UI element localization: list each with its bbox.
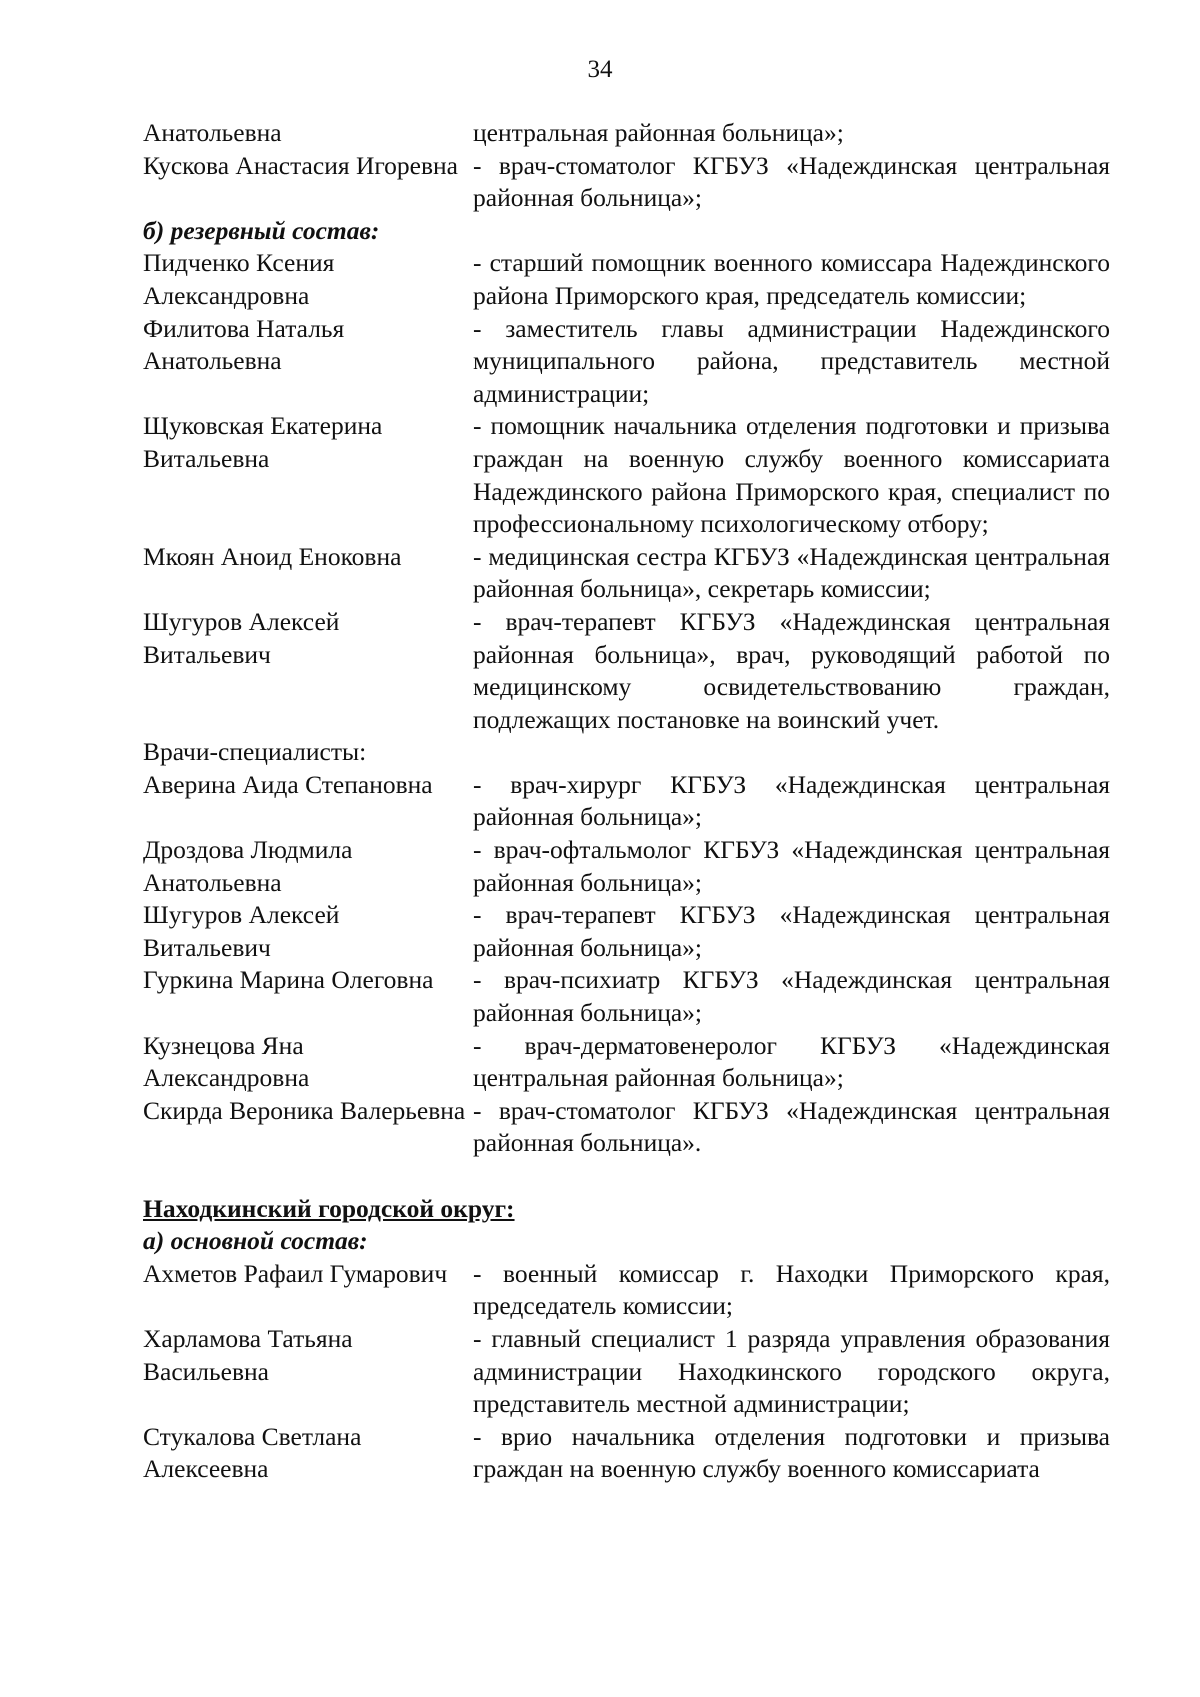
member-row — [143, 834, 1110, 899]
member-role: - врач-психиатр КГБУЗ «Надеждинская центральная районная больница»; — [473, 965, 1110, 1028]
specialists-label: Врачи-специалисты: — [143, 737, 367, 767]
member-name: Дроздова Людмила Анатольевна — [143, 835, 353, 897]
member-name: Кузнецова Яна Александровна — [143, 1030, 310, 1093]
district-title: Находкинский городской округ: — [143, 1193, 515, 1223]
member-name: Харламова Татьяна Васильевна — [143, 1323, 353, 1386]
member-role: - заместитель главы администрации Надеждинского муниципального района, представитель местной администрации; — [473, 313, 1110, 408]
member-name: Щуковская Екатерина Витальевна — [143, 411, 383, 473]
member-name: Скирда Вероника Валерьевна — [143, 1095, 466, 1125]
member-name: Пидченко Ксения Александровна — [143, 248, 335, 310]
member-name: Аверина Аида Степановна — [143, 769, 433, 799]
member-row — [143, 247, 1110, 312]
member-role: - врач-терапевт КГБУЗ «Надеждинская центральная районная больница», врач, руководящий работой по медицинскому освидетельствованию граждан, подлежащих постановке на воинский учет. — [473, 606, 1110, 734]
member-row — [143, 150, 1110, 215]
member-row — [143, 769, 1110, 834]
member-row — [143, 899, 1110, 964]
member-role: - врач-офтальмолог КГБУЗ «Надеждинская центральная районная больница»; — [473, 835, 1110, 897]
member-row — [143, 313, 1110, 411]
member-row — [143, 410, 1110, 540]
member-row — [143, 1030, 1110, 1095]
member-row — [143, 117, 1110, 150]
member-row — [143, 1258, 1110, 1323]
member-row — [143, 541, 1110, 606]
member-name: Стукалова Светлана Алексеевна — [143, 1421, 362, 1484]
member-name: Филитова Наталья Анатольевна — [143, 313, 345, 376]
member-name: Шугуров Алексей Витальевич — [143, 900, 340, 962]
member-name: Анатольевна — [143, 118, 282, 147]
member-row — [143, 606, 1110, 736]
member-row — [143, 1421, 1110, 1486]
member-name: Гуркина Марина Олеговна — [143, 965, 434, 995]
member-name: Кускова Анастасия Игоревна — [143, 150, 459, 180]
member-role: - главный специалист 1 разряда управления образования администрации Находкинского городского округа, представитель местной администрации; — [473, 1323, 1110, 1419]
member-role: - врио начальника отделения подготовки и призыва граждан на военную службу военного комиссариата — [473, 1421, 1110, 1484]
page-number: 34 — [587, 56, 613, 83]
member-role: - врач-терапевт КГБУЗ «Надеждинская центральная районная больница»; — [473, 900, 1110, 962]
member-role: - помощник начальника отделения подготовки и призыва граждан на военную службу военного комиссариата Надеждинского района Приморского края, специалист по профессиональному психологическому отбору; — [473, 411, 1110, 539]
member-role: - старший помощник военного комиссара Надеждинского района Приморского края, председатель комиссии; — [473, 248, 1110, 310]
reserve-composition-heading: б) резервный состав: — [143, 215, 380, 245]
member-role: центральная районная больница»; — [473, 118, 844, 147]
member-role: - врач-дерматовенеролог КГБУЗ «Надеждинская центральная районная больница»; — [473, 1030, 1110, 1093]
member-name: Шугуров Алексей Витальевич — [143, 606, 340, 669]
member-role: - врач-хирург КГБУЗ «Надеждинская центральная районная больница»; — [473, 769, 1110, 832]
member-name: Ахметов Рафаил Гумарович — [143, 1258, 448, 1288]
member-role: - врач-стоматолог КГБУЗ «Надеждинская центральная районная больница»; — [473, 150, 1110, 213]
member-row — [143, 1323, 1110, 1421]
member-role: - военный комиссар г. Находки Приморского края, председатель комиссии; — [473, 1258, 1110, 1321]
document-body — [143, 117, 1110, 1486]
section-spacer — [143, 1160, 1110, 1193]
main-composition-heading: а) основной состав: — [143, 1226, 368, 1256]
member-row — [143, 1095, 1110, 1160]
member-role: - врач-стоматолог КГБУЗ «Надеждинская центральная районная больница». — [473, 1095, 1110, 1158]
member-row — [143, 964, 1110, 1029]
member-role: - медицинская сестра КГБУЗ «Надеждинская центральная районная больница», секретарь комиссии; — [473, 541, 1110, 604]
member-name: Мкоян Аноид Еноковна — [143, 541, 402, 571]
